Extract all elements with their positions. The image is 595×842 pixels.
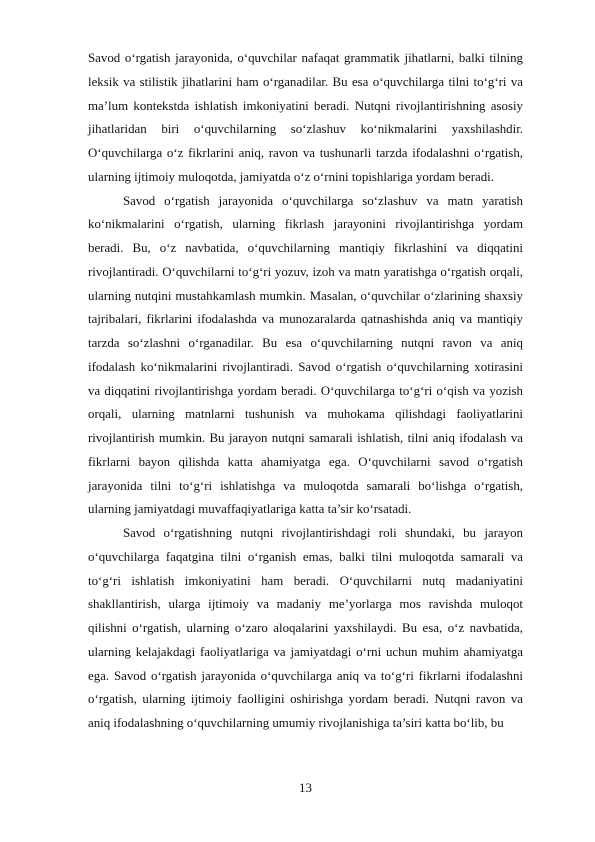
paragraph: Savod o‘rgatishning nutqni rivojlantirishdagi roli shundaki, bu jarayon o‘quvchilarga faqatgina tilni o‘rganish emas, balki tilni muloqotda samarali va to‘g‘ri ishlatish imkoniyatini ham beradi. O‘quvchilarni nutq madaniyatini shakllantirish, ularga ijtimoiy va madaniy me’yorlarga mos ravishda muloqot qilishni o‘rgatish, ularning o‘zaro aloqalarini yaxshilaydi. Bu esa, o‘z navbatida, ularning kelajakdagi faoliyatlariga va jamiyatdagi o‘rni uchun muhim ahamiyatga ega. Savod o‘rgatish jarayonida o‘quvchilarga aniq va to‘g‘ri fikrlarni ifodalashni o‘rgatish, ularning ijtimoiy faolligini oshirishga yordam beradi. Nutqni ravon va aniq ifodalashning o‘quvchilarning umumiy rivojlanishiga ta’siri katta bo‘lib, bu xyxy=(88,526,523,730)
paragraph-continuation: Savod o‘rgatish jarayonida, o‘quvchilar nafaqat grammatik jihatlarni, balki tilning leksik va stilistik jihatlarini ham o‘rganadilar. Bu esa o‘quvchilarga tilni to‘g‘ri va ma’lum kontekstda ishlatish imkoniyatini beradi. Nutqni rivojlantirishning asosiy jihatlaridan biri o‘quvchilarning so‘zlashuv ko‘nikmalarini yaxshilashdir. O‘quvchilarga o‘z fikrlarini aniq, ravon va tushunarli tarzda ifodalashni o‘rgatish, ularning ijtimoiy muloqotda, jamiyatda o‘z o‘rnini topishlariga yordam beradi. xyxy=(88,51,523,184)
page-body xyxy=(88,47,523,736)
page-number: 13 xyxy=(299,781,312,795)
paragraph: Savod o‘rgatish jarayonida o‘quvchilarga so‘zlashuv va matn yaratish ko‘nikmalarini o‘rgatish, ularning fikrlash jarayonini rivojlantirishga yordam beradi. Bu, o‘z navbatida, o‘quvchilarning mantiqiy fikrlashini va diqqatini rivojlantiradi. O‘quvchilarni to‘g‘ri yozuv, izoh va matn yaratishga o‘rgatish orqali, ularning nutqini mustahkamlash mumkin. Masalan, o‘quvchilar o‘zlarining shaxsiy tajribalari, fikrlarini ifodalashda va munozaralarda qatnashishda aniq va mantiqiy tarzda so‘zlashni o‘rganadilar. Bu esa o‘quvchilarning nutqni ravon va aniq ifodalash ko‘nikmalarini rivojlantiradi. Savod o‘rgatish o‘quvchilarning xotirasini va diqqatini rivojlantirishga yordam beradi. O‘quvchilarga to‘g‘ri o‘qish va yozish orqali, ularning matnlarni tushunish va muhokama qilishdagi faoliyatlarini rivojlantirish mumkin. Bu jarayon nutqni samarali ishlatish, tilni aniq ifodalash va fikrlarni bayon qilishda katta ahamiyatga ega. O‘quvchilarni savod o‘rgatish jarayonida tilni to‘g‘ri ishlatishga va muloqotda samarali bo‘lishga o‘rgatish, ularning jamiyatdagi muvaffaqiyatlariga katta ta’sir ko‘rsatadi. xyxy=(88,193,523,517)
